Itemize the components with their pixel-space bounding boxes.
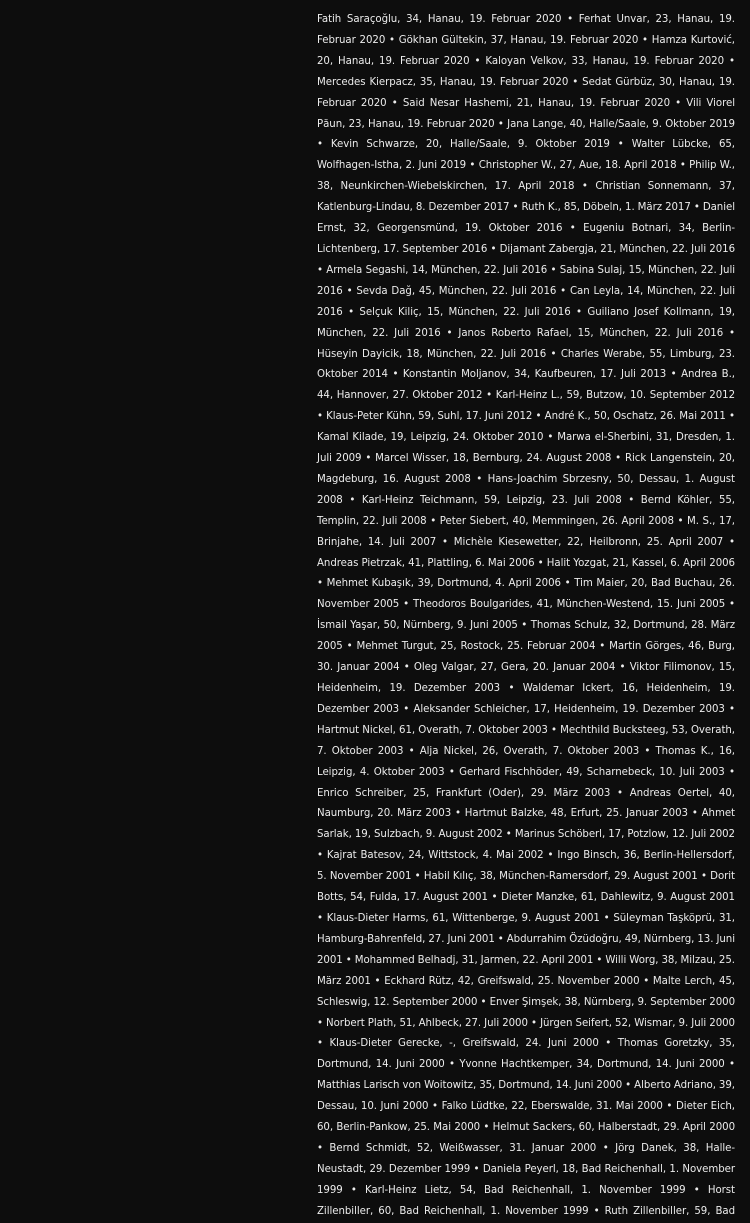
victims-list-text: Fatih Saraçoğlu, 34, Hanau, 19. Februar 2020 • Ferhat Unvar, 23, Hanau, 19. Februar 2020 • Gökhan Gültekin, 37, Hanau, 19. Februar 2020 • Hamza Kurtović, 20, Hanau, 19. Februar 2020 • Kaloyan Velkov, 33, Hanau, 19. Februar 2020 • Mercedes Kierpacz, 35, Hanau, 19. Februar 2020 • Sedat Gürbüz, 30, Hanau, 19. Februar 2020 • Said Nesar Hashemi, 21, Hanau, 19. Februar 2020 • Vili Viorel Păun, 23, Hanau, 19. Februar 2020 • Jana Lange, 40, Halle/Saale, 9. Oktober 2019 • Kevin Schwarze, 20, Halle/Saale, 9. Oktober 2019 • Walter Lübcke, 65, Wolfhagen-Istha, 2. Juni 2019 • Christopher W., 27, Aue, 18. April 2018 • Philip W., 38, Neunkirchen-Wiebelskirchen, 17. April 2018 • Christian Sonnemann, 37, Katlenburg-Lindau, 8. Dezember 2017 • Ruth K., 85, Döbeln, 1. März 2017 • Daniel Ernst, 32, Georgensmünd, 19. Oktober 2016 • Eugeniu Botnari, 34, Berlin-Lichtenberg, 17. September 2016 • Dijamant Zabergja, 21, München, 22. Juli 2016 • Armela Segashi, 14, München, 22. Juli 2016 • Sabina Sulaj, 15, München, 22. Juli 2016 • Sevda Dağ, 45, München, 22. Juli 2016 • Can Leyla, 14, München, 22. Juli 2016 • Selçuk Kiliç, 15, München, 22. Juli 2016 • Guiliano Josef Kollmann, 19, München, 22. Juli 2016 • Janos Roberto Rafael, 15, München, 22. Juli 2016 • Hüseyin Dayicik, 18, München, 22. Juli 2016 • Charles Werabe, 55, Limburg, 23. Oktober 2014 • Konstantin Moljanov, 34, Kaufbeuren, 17. Juli 2013 • Andrea B., 44, Hannover, 27. Oktober 2012 • Karl-Heinz L., 59, Butzow, 10. September 2012 • Klaus-Peter Kühn, 59, Suhl, 17. Juni 2012 • André K., 50, Oschatz, 26. Mai 2011 • Kamal Kilade, 19, Leipzig, 24. Oktober 2010 • Marwa el-Sherbini, 31, Dresden, 1. Juli 2009 • Marcel Wisser, 18, Bernburg, 24. August 2008 • Rick Langenstein, 20, Magdeburg, 16. August 2008 • Hans-Joachim Sbrzesny, 50, Dessau, 1. August 2008 • Karl-Heinz Teichmann, 59, Leipzig, 23. Juli 2008 • Bernd Köhler, 55, Templin, 22. Juli 2008 • Peter Siebert, 40, Memmingen, 26. April 2008 • M. S., 17, Brinjahe, 14. Juli 2007 • Michèle Kiesewetter, 22, Heilbronn, 25. April 2007 • Andreas Pietrzak, 41, Plattling, 6. Mai 2006 • Halit Yozgat, 21, Kassel, 6. April 2006 • Mehmet Kubaşık, 39, Dortmund, 4. April 2006 • Tim Maier, 20, Bad Buchau, 26. November 2005 • Theodoros Boulgarides, 41, München-Westend, 15. Juni 2005 • İsmail Yaşar, 50, Nürnberg, 9. Juni 2005 • Thomas Schulz, 32, Dortmund, 28. März 2005 • Mehmet Turgut, 25, Rostock, 25. Februar 2004 • Martin Görges, 46, Burg, 30. Januar 2004 • Oleg Valgar, 27, Gera, 20. Januar 2004 • Viktor Filimonov, 15, Heidenheim, 19. Dezember 2003 • Waldemar Ickert, 16, Heidenheim, 19. Dezember 2003 • Aleksander Schleicher, 17, Heidenheim, 19. Dezember 2003 • Hartmut Nickel, 61, Overath, 7. Oktober 2003 • Mechthild Bucksteeg, 53, Overath, 7. Oktober 2003 • Alja Nickel, 26, Overath, 7. Oktober 2003 • Thomas K., 16, Leipzig, 4. Oktober 2003 • Gerhard Fischhöder, 49, Scharnebeck, 10. Juli 2003 • Enrico Schreiber, 25, Frankfurt (Oder), 29. März 2003 • Andreas Oertel, 40, Naumburg, 20. März 2003 • Hartmut Balzke, 48, Erfurt, 25. Januar 2003 • Ahmet Sarlak, 19, Sulzbach, 9. August 2002 • Marinus Schöberl, 17, Potzlow, 12. Juli 2002 • Kajrat Batesov, 24, Wittstock, 4. Mai 2002 • Ingo Binsch, 36, Berlin-Hellersdorf, 5. November 2001 • Habil Kılıç, 38, München-Ramersdorf, 29. August 2001 • Dorit Botts, 54, Fulda, 17. August 2001 • Dieter Manzke, 61, Dahlewitz, 9. August 2001 • Klaus-Dieter Harms, 61, Wittenberge, 9. August 2001 • Süleyman Taşköprü, 31, Hamburg-Bahrenfeld, 27. Juni 2001 • Abdurrahim Özüdoğru, 49, Nürnberg, 13. Juni 2001 • Mohammed Belhadj, 31, Jarmen, 22. April 2001 • Willi Worg, 38, Milzau, 25. März 2001 • Eckhard Rütz, 42, Greifswald, 25. November 2000 • Malte Lerch, 45, Schleswig, 12. September 2000 • Enver Şimşek, 38, Nürnberg, 9. September 2000 • Norbert Plath, 51, Ahlbeck, 27. Juli 2000 • Jürgen Seifert, 52, Wismar, 9. Juli 2000 • Klaus-Dieter Gerecke, -, Greifswald, 24. Juni 2000 • Thomas Goretzky, 35, Dortmund, 14. Juni 2000 • Yvonne Hachtkemper, 34, Dortmund, 14. Juni 2000 • Matthias Larisch von Woitowitz, 35, Dortmund, 14. Juni 2000 • Alberto Adriano, 39, Dessau, 10. Juni 2000 • Falko Lüdtke, 22, Eberswalde, 31. Mai 2000 • Dieter Eich, 60, Berlin-Pankow, 25. Mai 2000 • Helmut Sackers, 60, Halberstadt, 29. April 2000 • Bernd Schmidt, 52, Weißwasser, 31. Januar 2000 • Jörg Danek, 38, Halle-Neustadt, 29. Dezember 1999 • Daniela Peyerl, 18, Bad Reichenhall, 1. November 1999 • Karl-Heinz Lietz, 54, Bad Reichenhall, 1. November 1999 • Horst Zillenbiller, 60, Bad Reichenhall, 1. November 1999 • Ruth Zillenbiller, 59, Bad xyxy=(317,14,735,1217)
